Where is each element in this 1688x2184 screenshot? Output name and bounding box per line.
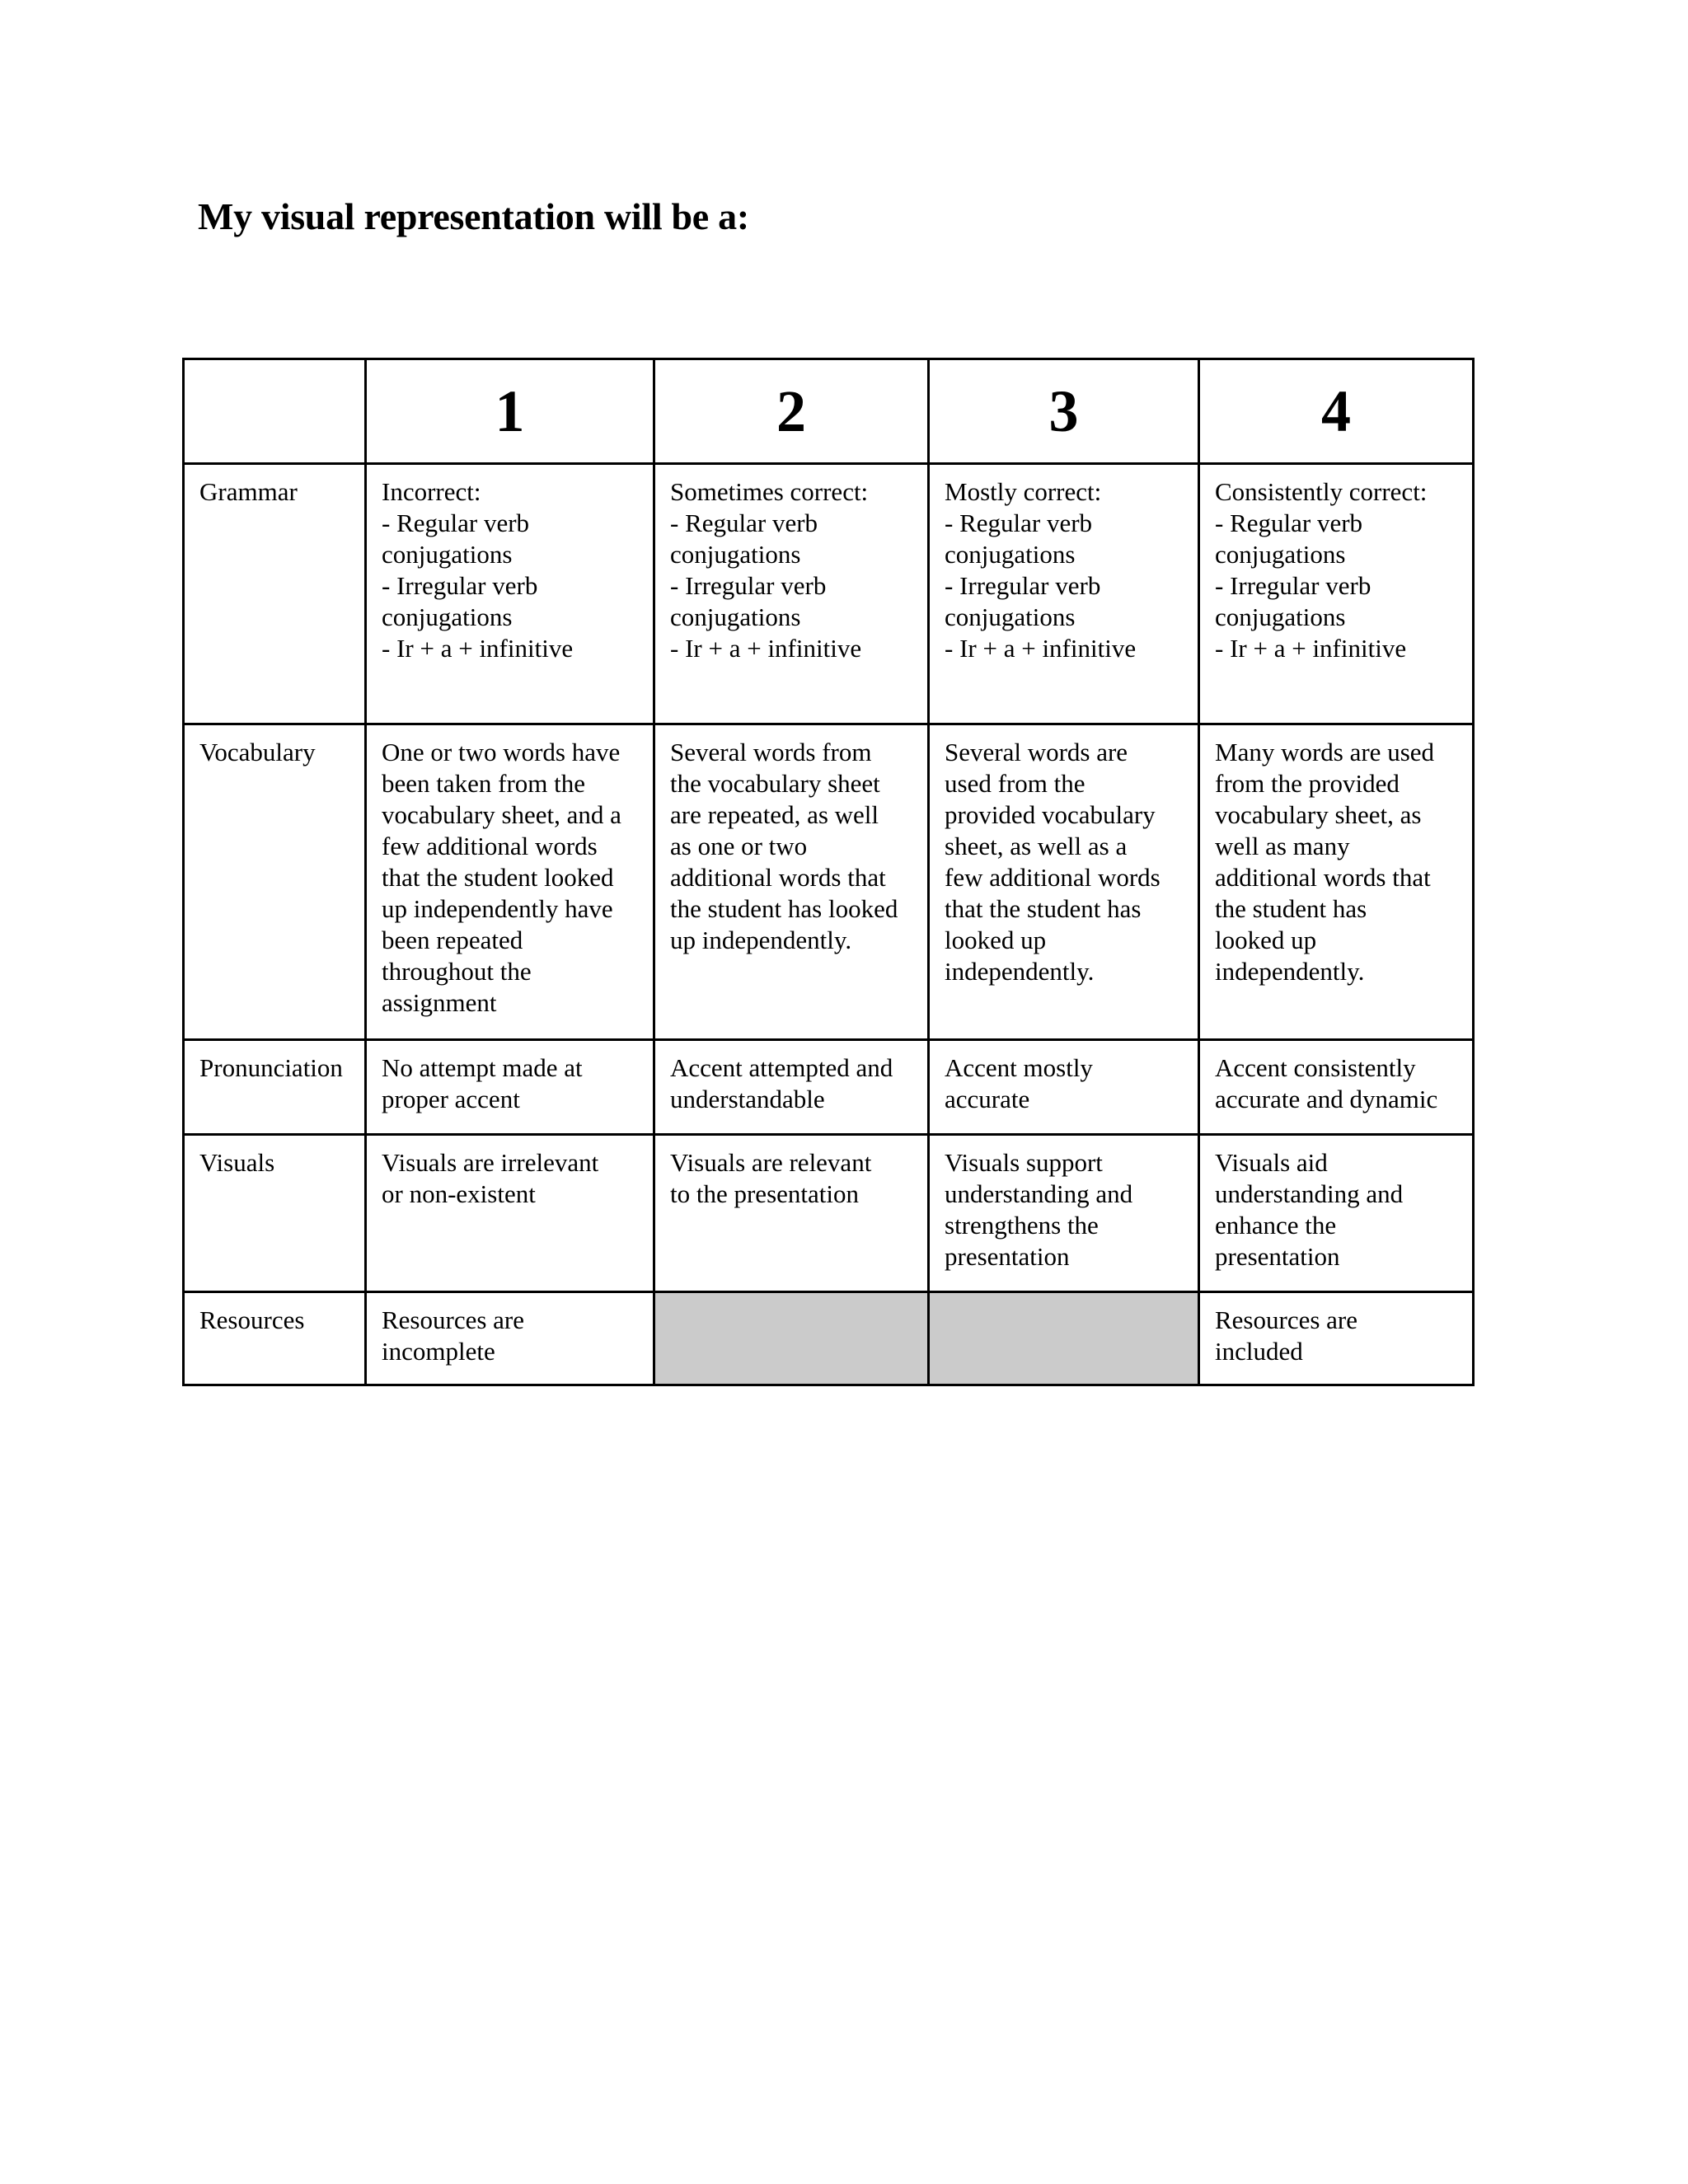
table-cell [1199, 464, 1474, 724]
table-cell [929, 464, 1199, 724]
table-cell [366, 1135, 654, 1292]
table-cell [654, 1040, 929, 1135]
shaded-empty-cell [929, 1292, 1199, 1385]
row-label-cell [184, 1292, 366, 1385]
table-cell [654, 464, 929, 724]
grammar-score-4-text: Consistently correct: - Regular verb conjugations - Irregular verb conjugations - Ir + a + infinitive [1215, 477, 1428, 663]
table-cell [366, 464, 654, 724]
table-row-resources [184, 1292, 1474, 1385]
resources-score-1-text: Resources are incomplete [382, 1305, 524, 1366]
resources-score-4-text: Resources are included [1215, 1305, 1357, 1366]
shaded-empty-cell [654, 1292, 929, 1385]
row-label-visuals: Visuals [199, 1148, 275, 1177]
table-cell [929, 724, 1199, 1040]
table-cell [366, 1040, 654, 1135]
header-corner-cell [184, 359, 366, 464]
table-row-pronunciation [184, 1040, 1474, 1135]
grammar-score-1-text: Incorrect: - Regular verb conjugations - Irregular verb conjugations - Ir + a + infinitive [382, 477, 574, 663]
resources-score-2-text [655, 1293, 927, 1313]
visuals-score-2-text: Visuals are relevant to the presentation [670, 1148, 872, 1208]
header-score-3: 3 [929, 359, 1199, 464]
table-cell [929, 1135, 1199, 1292]
page-heading: My visual representation will be a: [198, 195, 749, 237]
row-label-cell [184, 1135, 366, 1292]
pronunciation-score-3-text: Accent mostly accurate [945, 1053, 1093, 1113]
table-row-visuals [184, 1135, 1474, 1292]
header-score-1: 1 [366, 359, 654, 464]
vocabulary-score-3-text: Several words are used from the provided vocabulary sheet, as well as a few additional words that the student has looked up independently. [945, 738, 1160, 986]
vocabulary-score-1-text: One or two words have been taken from the vocabulary sheet, and a few additional words that the student looked up independently have been repeated throughout the assignment [382, 738, 621, 1017]
row-label-resources: Resources [199, 1305, 305, 1334]
pronunciation-score-4-text: Accent consistently accurate and dynamic [1215, 1053, 1438, 1113]
header-score-4: 4 [1199, 359, 1474, 464]
table-cell [1199, 1040, 1474, 1135]
visuals-score-1-text: Visuals are irrelevant or non-existent [382, 1148, 599, 1208]
row-label-cell [184, 464, 366, 724]
header-score-2: 2 [654, 359, 929, 464]
row-label-grammar: Grammar [199, 477, 298, 506]
table-cell [1199, 1135, 1474, 1292]
vocabulary-score-2-text: Several words from the vocabulary sheet are repeated, as well as one or two additional words that the student has looked up independently. [670, 738, 898, 954]
resources-score-3-text [930, 1293, 1198, 1313]
pronunciation-score-1-text: No attempt made at proper accent [382, 1053, 583, 1113]
row-label-cell [184, 1040, 366, 1135]
pronunciation-score-2-text: Accent attempted and understandable [670, 1053, 893, 1113]
table-cell [366, 724, 654, 1040]
grammar-score-3-text: Mostly correct: - Regular verb conjugations - Irregular verb conjugations - Ir + a + infinitive [945, 477, 1137, 663]
vocabulary-score-4-text: Many words are used from the provided vocabulary sheet, as well as many additional words that the student has looked up independently. [1215, 738, 1435, 986]
table-cell [366, 1292, 654, 1385]
row-label-cell [184, 724, 366, 1040]
row-label-vocabulary: Vocabulary [199, 738, 316, 766]
row-label-pronunciation: Pronunciation [199, 1053, 343, 1082]
grammar-score-2-text: Sometimes correct: - Regular verb conjugations - Irregular verb conjugations - Ir + a + infinitive [670, 477, 869, 663]
visuals-score-4-text: Visuals aid understanding and enhance the presentation [1215, 1148, 1404, 1271]
header-row [184, 359, 1474, 464]
table-row-grammar [184, 464, 1474, 724]
table-cell [654, 724, 929, 1040]
table-row-vocabulary [184, 724, 1474, 1040]
table-cell [1199, 724, 1474, 1040]
table-cell [654, 1135, 929, 1292]
table-cell [1199, 1292, 1474, 1385]
visuals-score-3-text: Visuals support understanding and strengthens the presentation [945, 1148, 1133, 1271]
rubric-table [182, 358, 1475, 1386]
table-cell [929, 1040, 1199, 1135]
